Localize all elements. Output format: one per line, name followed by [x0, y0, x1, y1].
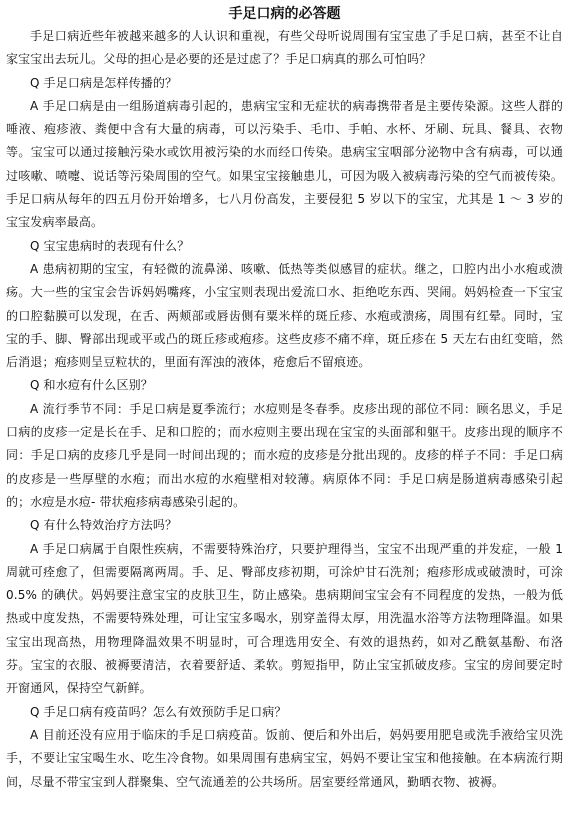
document-title: 手足口病的必答题 — [228, 6, 341, 22]
intro-paragraph: 手足口病近些年被越来越多的人认识和重视，有些父母听说周围有宝宝患了手足口病，甚至不让自家宝宝出去玩儿。父母的担心是必要的还是过虑了？手足口病真的那么可怕吗？ — [6, 29, 563, 67]
question-transmission: Q 手足口病是怎样传播的？ — [30, 75, 178, 90]
answer-treatment: A 手足口病属于自限性疾病，不需要特殊治疗，只要护理得当，宝宝不出现严重的并发症，一般 1 周就可痊愈了，但需要隔离两周。手、足、臀部皮疹初期，可涂炉甘石洗剂；疱疹形成或破溃时，可涂 0.5% 的碘伏。妈妈要注意宝宝的皮肤卫生，防止感染。患病期间宝宝会有不同程度的发热，一般为低热或中度发热，不需要特殊处理，可让宝宝多喝水，别穿盖得太厚，用洗温水浴等方法物理降温。如果宝宝出现高热，用物理降温效果不明显时，可合理选用安全、有效的退热药，如对乙酰氨基酚、布洛芬。宝宝的衣服、被褥要清洁，衣着要舒适、柔软。剪短指甲，防止宝宝抓破皮疹。宝宝的房间要定时开窗通风，保持空气新鲜。 — [6, 541, 563, 696]
answer-symptoms: A 患病初期的宝宝，有轻微的流鼻涕、咳嗽、低热等类似感冒的症状。继之，口腔内出小水疱或溃疡。大一些的宝宝会告诉妈妈嘴疼，小宝宝则表现出爱流口水、拒绝吃东西、哭闹。妈妈检查一下宝宝的口腔黏膜可以发现，在舌、两颊部或唇齿侧有粟米样的斑丘疹、水疱或溃疡，周围有红晕。同时，宝宝的手、脚、臀部出现或平或凸的斑丘疹或疱疹。这些皮疹不痛不痒，斑丘疹在 5 天左右由红变暗，然后消退；疱疹则呈豆粒状的，里面有浑浊的液体，疮愈后不留痕迹。 — [6, 261, 563, 370]
question-symptoms: Q 宝宝患病时的表现有什么？ — [30, 238, 190, 253]
answer-vaccine-prevention: A 目前还没有应用于临床的手足口病疫苗。饭前、便后和外出后，妈妈要用肥皂或洗手液给宝贝洗手，不要让宝宝喝生水、吃生冷食物。如果周围有患病宝宝，妈妈不要让宝宝和他接触。在本病流行期间，尽量不带宝宝到人群聚集、空气流通差的公共场所。居室要经常通风，勤晒衣物、被褥。 — [6, 727, 563, 789]
question-chickenpox-difference: Q 和水痘有什么区别？ — [30, 378, 153, 393]
question-treatment: Q 有什么特效治疗方法吗？ — [30, 518, 178, 533]
question-vaccine-prevention: Q 手足口病有疫苗吗？怎么有效预防手足口病？ — [30, 704, 287, 719]
answer-transmission: A 手足口病是由一组肠道病毒引起的，患病宝宝和无症状的病毒携带者是主要传染源。这些人群的唾液、疱疹液、粪便中含有大量的病毒，可以污染手、毛巾、手帕、水杯、牙刷、玩具、餐具、衣物等。宝宝可以通过接触污染水或饮用被污染的水而经口传染。患病宝宝咽部分泌物中含有病毒，可以通过咳嗽、喷嚏、说话等污染周围的空气。如果宝宝接触患儿，可因为吸入被病毒污染的空气而被传染。手足口病从每年的四五月份开始增多，七八月份高发，主要侵犯 5 岁以下的宝宝，尤其是 1 ～ 3 岁的宝宝发病率最高。 — [6, 98, 563, 230]
answer-chickenpox-difference: A 流行季节不同：手足口病是夏季流行；水痘则是冬春季。皮疹出现的部位不同：顾名思义，手足口病的皮疹一定是长在手、足和口腔的；而水痘则主要出现在宝宝的头面部和躯干。皮疹出现的顺序不同：手足口病的皮疹几乎是同一时间出现的；而水痘的皮疹是分批出现的。皮疹的样子不同：手足口病的皮疹是一些厚壁的水疱；而出水痘的水疱壁相对较薄。病原体不同：手足口病是肠道病毒感染引起的；水痘是水痘- 带状疱疹病毒感染引起的。 — [6, 401, 563, 509]
